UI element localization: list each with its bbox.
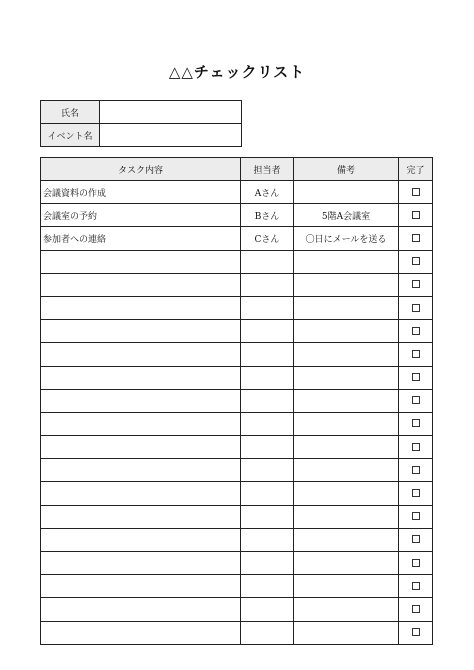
done-cell bbox=[399, 575, 433, 598]
notes-cell[interactable] bbox=[294, 552, 399, 575]
name-field[interactable] bbox=[100, 101, 242, 124]
notes-cell[interactable] bbox=[294, 505, 399, 528]
task-cell[interactable] bbox=[41, 598, 241, 621]
info-row-event bbox=[41, 124, 242, 147]
assignee-cell[interactable] bbox=[241, 505, 294, 528]
table-row bbox=[41, 227, 433, 250]
notes-cell[interactable] bbox=[294, 621, 399, 644]
notes-cell[interactable] bbox=[294, 389, 399, 412]
info-row-name bbox=[41, 101, 242, 124]
header-task: タスク内容 bbox=[41, 158, 241, 181]
assignee-cell[interactable] bbox=[241, 296, 294, 319]
checkbox-icon[interactable] bbox=[412, 373, 420, 381]
page-title: △△チェックリスト bbox=[168, 63, 306, 81]
checkbox-icon[interactable] bbox=[412, 512, 420, 520]
done-cell bbox=[399, 250, 433, 273]
done-cell bbox=[399, 505, 433, 528]
notes-cell[interactable] bbox=[294, 343, 399, 366]
table-row bbox=[41, 320, 433, 343]
task-cell[interactable] bbox=[41, 436, 241, 459]
done-cell bbox=[399, 204, 433, 227]
table-row bbox=[41, 575, 433, 598]
task-cell[interactable] bbox=[41, 505, 241, 528]
done-cell bbox=[399, 598, 433, 621]
assignee-cell[interactable] bbox=[241, 552, 294, 575]
task-cell[interactable] bbox=[41, 575, 241, 598]
assignee-cell[interactable] bbox=[241, 528, 294, 551]
checkbox-icon[interactable] bbox=[412, 628, 420, 636]
notes-cell[interactable] bbox=[294, 412, 399, 435]
task-cell[interactable] bbox=[41, 366, 241, 389]
notes-cell[interactable] bbox=[294, 436, 399, 459]
task-cell[interactable] bbox=[41, 621, 241, 644]
table-row bbox=[41, 505, 433, 528]
task-cell[interactable] bbox=[41, 273, 241, 296]
checkbox-icon[interactable] bbox=[412, 605, 420, 613]
done-cell bbox=[399, 320, 433, 343]
checkbox-icon[interactable] bbox=[412, 443, 420, 451]
table-row bbox=[41, 621, 433, 644]
checkbox-icon[interactable] bbox=[412, 489, 420, 497]
done-cell bbox=[399, 621, 433, 644]
done-cell bbox=[399, 296, 433, 319]
checkbox-icon[interactable] bbox=[412, 280, 420, 288]
task-cell[interactable]: 参加者への連絡 bbox=[41, 227, 241, 250]
notes-cell[interactable] bbox=[294, 575, 399, 598]
notes-cell[interactable] bbox=[294, 528, 399, 551]
task-table-header bbox=[41, 158, 433, 181]
table-row bbox=[41, 250, 433, 273]
done-cell bbox=[399, 273, 433, 296]
notes-cell[interactable] bbox=[294, 366, 399, 389]
header-notes: 備考 bbox=[294, 158, 399, 181]
assignee-cell[interactable]: Aさん bbox=[241, 181, 294, 204]
task-table bbox=[40, 157, 433, 645]
table-row bbox=[41, 528, 433, 551]
assignee-cell[interactable] bbox=[241, 250, 294, 273]
checkbox-icon[interactable] bbox=[412, 188, 420, 196]
done-cell bbox=[399, 389, 433, 412]
done-cell bbox=[399, 412, 433, 435]
info-table bbox=[40, 100, 242, 147]
table-row bbox=[41, 366, 433, 389]
assignee-cell[interactable] bbox=[241, 598, 294, 621]
notes-cell[interactable] bbox=[294, 296, 399, 319]
done-cell bbox=[399, 552, 433, 575]
name-label: 氏名 bbox=[41, 101, 100, 124]
assignee-cell[interactable] bbox=[241, 621, 294, 644]
assignee-cell[interactable] bbox=[241, 273, 294, 296]
assignee-cell[interactable] bbox=[241, 459, 294, 482]
task-table-body bbox=[41, 181, 433, 645]
task-cell[interactable]: 会議資料の作成 bbox=[41, 181, 241, 204]
assignee-cell[interactable] bbox=[241, 412, 294, 435]
assignee-cell[interactable] bbox=[241, 575, 294, 598]
task-cell[interactable] bbox=[41, 482, 241, 505]
event-name-field[interactable] bbox=[100, 124, 242, 147]
table-row bbox=[41, 296, 433, 319]
task-cell[interactable] bbox=[41, 250, 241, 273]
checkbox-icon[interactable] bbox=[412, 396, 420, 404]
assignee-cell[interactable] bbox=[241, 320, 294, 343]
notes-cell[interactable]: 5階A会議室 bbox=[294, 204, 399, 227]
table-row bbox=[41, 204, 433, 227]
done-cell bbox=[399, 459, 433, 482]
task-cell[interactable]: 会議室の予約 bbox=[41, 204, 241, 227]
assignee-cell[interactable] bbox=[241, 389, 294, 412]
table-row bbox=[41, 552, 433, 575]
header-done: 完了 bbox=[399, 158, 433, 181]
done-cell bbox=[399, 528, 433, 551]
table-row bbox=[41, 389, 433, 412]
checkbox-icon[interactable] bbox=[412, 327, 420, 335]
task-cell[interactable] bbox=[41, 296, 241, 319]
table-row bbox=[41, 181, 433, 204]
done-cell bbox=[399, 482, 433, 505]
task-cell[interactable] bbox=[41, 389, 241, 412]
notes-cell[interactable] bbox=[294, 482, 399, 505]
checkbox-icon[interactable] bbox=[412, 559, 420, 567]
table-row bbox=[41, 412, 433, 435]
checkbox-icon[interactable] bbox=[412, 350, 420, 358]
task-cell[interactable] bbox=[41, 459, 241, 482]
assignee-cell[interactable] bbox=[241, 343, 294, 366]
table-row bbox=[41, 598, 433, 621]
task-cell[interactable] bbox=[41, 320, 241, 343]
done-cell bbox=[399, 181, 433, 204]
table-row bbox=[41, 436, 433, 459]
checkbox-icon[interactable] bbox=[412, 419, 420, 427]
done-cell bbox=[399, 227, 433, 250]
checkbox-icon[interactable] bbox=[412, 582, 420, 590]
task-cell[interactable] bbox=[41, 412, 241, 435]
task-cell[interactable] bbox=[41, 528, 241, 551]
assignee-cell[interactable] bbox=[241, 436, 294, 459]
done-cell bbox=[399, 343, 433, 366]
notes-cell[interactable] bbox=[294, 598, 399, 621]
notes-cell[interactable] bbox=[294, 250, 399, 273]
checkbox-icon[interactable] bbox=[412, 257, 420, 265]
table-row bbox=[41, 459, 433, 482]
task-cell[interactable] bbox=[41, 343, 241, 366]
notes-cell[interactable] bbox=[294, 459, 399, 482]
header-assignee: 担当者 bbox=[241, 158, 294, 181]
done-cell bbox=[399, 436, 433, 459]
table-row bbox=[41, 343, 433, 366]
checkbox-icon[interactable] bbox=[412, 466, 420, 474]
checkbox-icon[interactable] bbox=[412, 535, 420, 543]
assignee-cell[interactable] bbox=[241, 366, 294, 389]
checkbox-icon[interactable] bbox=[412, 211, 420, 219]
notes-cell[interactable] bbox=[294, 273, 399, 296]
table-row bbox=[41, 273, 433, 296]
table-row bbox=[41, 482, 433, 505]
checkbox-icon[interactable] bbox=[412, 234, 420, 242]
notes-cell[interactable] bbox=[294, 181, 399, 204]
assignee-cell[interactable]: Bさん bbox=[241, 204, 294, 227]
event-name-label: イベント名 bbox=[41, 124, 100, 147]
assignee-cell[interactable]: Cさん bbox=[241, 227, 294, 250]
notes-cell[interactable]: 〇日にメールを送る bbox=[294, 227, 399, 250]
notes-cell[interactable] bbox=[294, 320, 399, 343]
assignee-cell[interactable] bbox=[241, 482, 294, 505]
done-cell bbox=[399, 366, 433, 389]
task-cell[interactable] bbox=[41, 552, 241, 575]
checkbox-icon[interactable] bbox=[412, 304, 420, 312]
